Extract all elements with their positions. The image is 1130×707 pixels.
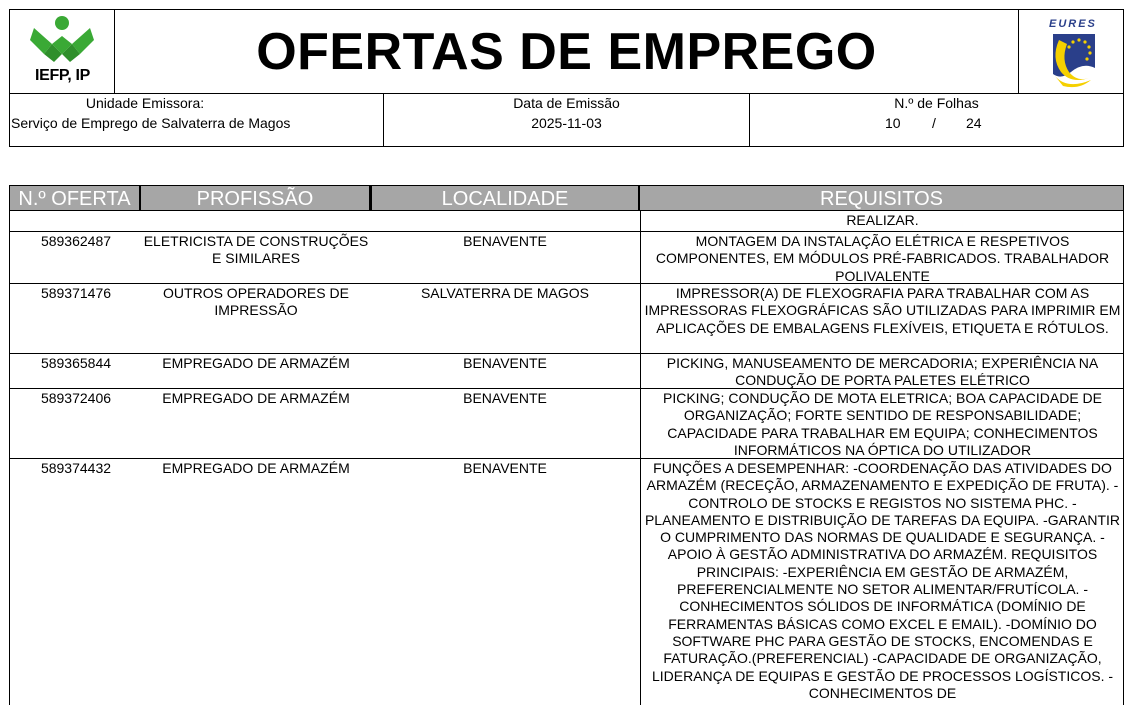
- cell-profissao: OUTROS OPERADORES DE IMPRESSÃO: [163, 285, 349, 319]
- cell-requisitos: FUNÇÕES A DESEMPENHAR: -COORDENAÇÃO DAS ATIVIDADES DO ARMAZÉM (RECEÇÃO, ARMAZENAMENTO E EXPEDIÇÃO DE FRUTA). -CONTROLO DE STOCKS E REGISTOS NO SISTEMA PHC. -PLANEAMENTO E DISTRIBUIÇÃO DE TAREFAS DA EQUIPA. -GARANTIR O CUMPRIMENTO DAS NORMAS DE QUALIDADE E SEGURANÇA. -APOIO À GESTÃO ADMINISTRATIVA DO ARMAZÉM. REQUISITOS PRINCIPAIS: -EXPERIÊNCIA EM GESTÃO DE ARMAZÉM, PREFERENCIALMENTE NO SETOR ALIMENTAR/FRUTÍCOLA. -CONHECIMENTOS SÓLIDOS DE INFORMÁTICA (DOMÍNIO DE FERRAMENTAS BÁSICAS COMO EXCEL E EMAIL). -DOMÍNIO DO SOFTWARE PHC PARA GESTÃO DE STOCKS, ENCOMENDAS E FATURAÇÃO.(PREFERENCIAL) -CAPACIDADE DE ORGANIZAÇÃO, LIDERANÇA DE EQUIPAS E GESTÃO DE PROCESSOS LOGÍSTICOS. -CONHECIMENTOS DE: [640, 459, 1124, 705]
- cell-requisitos: REALIZAR.: [640, 211, 1124, 231]
- cell-localidade: BENAVENTE: [463, 355, 547, 371]
- cell-oferta: [10, 211, 142, 231]
- column-header-requisitos: REQUISITOS: [639, 185, 1124, 211]
- table-row: [9, 284, 1124, 354]
- cell-profissao: [142, 211, 370, 231]
- header-info: [10, 94, 1123, 146]
- column-header-profissao: PROFISSÃO: [140, 185, 370, 211]
- column-header-oferta: N.º OFERTA: [9, 185, 140, 211]
- unidade-emissora-value: Serviço de Emprego de Salvaterra de Magos: [11, 115, 291, 131]
- numero-folhas-cell: [750, 94, 1123, 146]
- data-emissao-label: Data de Emissão: [513, 95, 620, 111]
- data-emissao-value: 2025-11-03: [531, 115, 602, 131]
- table-row: [9, 232, 1124, 284]
- table-row: [9, 459, 1124, 705]
- cell-localidade: BENAVENTE: [463, 460, 547, 476]
- unidade-emissora-cell: [10, 94, 384, 146]
- table-header: [9, 185, 1124, 211]
- iefp-emblem-icon: [28, 14, 96, 66]
- cell-profissao: EMPREGADO DE ARMAZÉM: [162, 355, 350, 371]
- cell-requisitos: PICKING; CONDUÇÃO DE MOTA ELETRICA; BOA CAPACIDADE DE ORGANIZAÇÃO; FORTE SENTIDO DE RESPONSABILIDADE; CAPACIDADE PARA TRABALHAR EM EQUIPA; CONHECIMENTOS INFORMÁTICOS NA ÓPTICA DO UTILIZADOR: [640, 389, 1124, 458]
- cell-localidade: BENAVENTE: [463, 390, 547, 406]
- cell-oferta: 589374432: [40, 460, 112, 476]
- numero-folhas-label: N.º de Folhas: [894, 95, 979, 111]
- cell-profissao: EMPREGADO DE ARMAZÉM: [162, 390, 350, 406]
- eures-logo: [1018, 10, 1123, 93]
- iefp-logo: [10, 10, 115, 93]
- eures-emblem-icon: [1049, 32, 1099, 90]
- iefp-logo-text: IEFP, IP: [34, 67, 91, 84]
- page-title: OFERTAS DE EMPREGO: [256, 23, 877, 81]
- cell-profissao: ELETRICISTA DE CONSTRUÇÕES E SIMILARES: [143, 233, 369, 267]
- cell-oferta: 589371476: [40, 285, 112, 301]
- cell-requisitos: MONTAGEM DA INSTALAÇÃO ELÉTRICA E RESPETIVOS COMPONENTES, EM MÓDULOS PRÉ-FABRICADOS. TRABALHADOR POLIVALENTE: [640, 232, 1124, 283]
- cell-localidade: [370, 211, 640, 231]
- cell-localidade: BENAVENTE: [463, 233, 547, 249]
- cell-localidade: SALVATERRA DE MAGOS: [420, 285, 590, 301]
- unidade-emissora-label: Unidade Emissora:: [85, 95, 205, 111]
- cell-oferta: 589372406: [40, 390, 112, 406]
- column-header-localidade: LOCALIDADE: [370, 185, 639, 211]
- cell-oferta: 589362487: [40, 233, 112, 249]
- document-header: [9, 9, 1124, 147]
- data-emissao-cell: [384, 94, 750, 146]
- cell-profissao: EMPREGADO DE ARMAZÉM: [162, 460, 350, 476]
- folhas-current: 10: [885, 115, 901, 131]
- cell-oferta: 589365844: [40, 355, 112, 371]
- table-row: [9, 389, 1124, 459]
- folhas-separator: /: [932, 115, 936, 131]
- offers-table: [9, 185, 1124, 707]
- cell-requisitos: PICKING, MANUSEAMENTO DE MERCADORIA; EXPERIÊNCIA NA CONDUÇÃO DE PORTA PALETES ELÉTRICO: [640, 354, 1124, 388]
- eures-logo-text: EURES: [1049, 18, 1097, 30]
- header-top: [10, 10, 1123, 94]
- cell-requisitos: IMPRESSOR(A) DE FLEXOGRAFIA PARA TRABALHAR COM AS IMPRESSORAS FLEXOGRÁFICAS SÃO UTILIZADAS PARA IMPRIMIR EM APLICAÇÕES DE EMBALAGENS FLEXÍVEIS, ETIQUETA E RÓTULOS.: [640, 284, 1124, 353]
- table-row: [9, 211, 1124, 232]
- table-row: [9, 354, 1124, 389]
- folhas-total: 24: [966, 115, 982, 131]
